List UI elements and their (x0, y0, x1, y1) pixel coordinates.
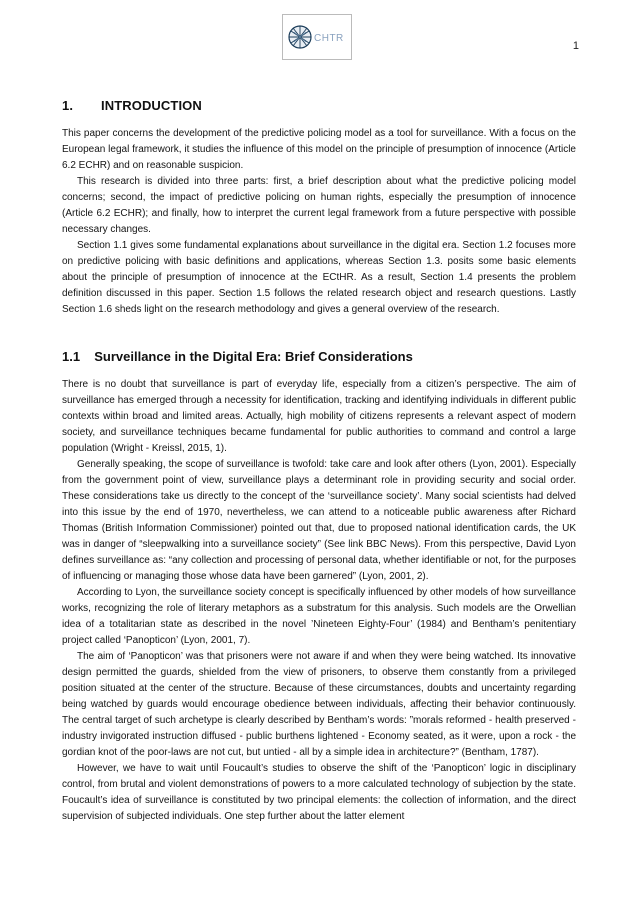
subsection-number: 1.1 (62, 349, 81, 364)
paragraph: There is no doubt that surveillance is part of everyday life, especially from a citizen’s perspective. The aim of surveillance has emerged through a necessity for identification, tracking and identifying individuals in different public contexts within broad and limited areas. Actually, high mobility of citizens represents a relevant aspect of modern society, and surveillance techniques became fundamental for public authorities to command and control a large population (Wright - Kreissl, 2015, 1). (62, 379, 576, 454)
paragraph: This research is divided into three parts: first, a brief description about what the predictive policing model concerns; second, the impact of predictive policing on human rights, especially the presumption of innocence (Article 6.2 ECHR); and finally, how to interpret the current legal framework from a future perspective with possible necessary changes. (62, 176, 576, 235)
paragraph: According to Lyon, the surveillance society concept is specifically influenced by other models of how surveillance works, recognizing the role of literary metaphors as a substratum for this analysis. Such models are the Orwellian idea of a totalitarian state as described in the novel ’Nineteen Eighty-Four’ (1984) and Bentham’s penitentiary project called ‘Panopticon’ (Lyon, 2001, 7). (62, 587, 576, 646)
subsection-title: Surveillance in the Digital Era: Brief Considerations (94, 349, 413, 364)
page-number: 1 (572, 40, 579, 52)
logo-globe-icon (289, 26, 311, 48)
subsection-heading (62, 349, 576, 364)
paragraph: Section 1.1 gives some fundamental explanations about surveillance in the digital era. Section 1.2 focuses more on predictive policing with basic definitions and applications, whereas Section 1.3. posits some basic elements about the principle of presumption of innocence at the ECtHR. As a result, Section 1.4 presents the problem definition discussed in this paper. Section 1.5 follows the related research object and research questions. Lastly Section 1.6 sheds light on the research methodology and gives a general overview of the research. (62, 240, 576, 315)
section-heading (62, 98, 576, 113)
institution-logo (282, 14, 352, 60)
section-number: 1. (62, 98, 74, 113)
section-title: INTRODUCTION (101, 98, 202, 113)
paragraph: The aim of ‘Panopticon’ was that prisoners were not aware if and when they were being watched. Its innovative design permitted the guards, shielded from the view of prisoners, to observe them constantly from a privileged position situated at the center of the structure. Because of these circumstances, doubts and uncertainty regarding being watched by guards would encourage obedience between individuals, affecting their behavior continuously. The central target of such archetype is clearly described by Bentham’s words: ”morals reformed - health preserved - industry invigorated instruction diffused - public burthens lightened - Economy seated, as it were, upon a rock - the gordian knot of the poor-laws are not cut, but untied - all by a simple idea in architecture?” (Bentham, 1787). (62, 651, 576, 758)
document-body (62, 98, 576, 825)
paragraph: This paper concerns the development of the predictive policing model as a tool for surveillance. With a focus on the European legal framework, it studies the influence of this model on the principle of presumption of innocence (Article 6.2 ECHR) and on reasonable suspicion. (62, 128, 576, 171)
paragraph: Generally speaking, the scope of surveillance is twofold: take care and look after others (Lyon, 2001). Especially from the government point of view, surveillance plays a determinant role in providing security and social order. These considerations take us directly to the concept of the ‘surveillance society’. Many social scientists had delved into this issue by the end of 1970, nevertheless, we can attend to a noticeable public awareness after Richard Thomas (British Information Commissioner) pointed out that, due to proposed national identification cards, the UK was in danger of “sleepwalking into a surveillance society” (See link BBC News). From this perspective, David Lyon defines surveillance as: “any collection and processing of personal data, whether identifiable or not, for the purposes of influencing or managing those whose data have been garnered” (Lyon, 2001, 2). (62, 459, 576, 582)
paragraph: However, we have to wait until Foucault’s studies to observe the shift of the ‘Panopticon’ logic in disciplinary control, from brutal and violent demonstrations of powers to a more calculated technology of subjection by the state. Foucault’s idea of surveillance is constituted by two principal elements: the collection of information, and the direct supervision of subjected individuals. One step further about the latter element (62, 763, 576, 822)
logo-text: CHTR (314, 33, 344, 44)
